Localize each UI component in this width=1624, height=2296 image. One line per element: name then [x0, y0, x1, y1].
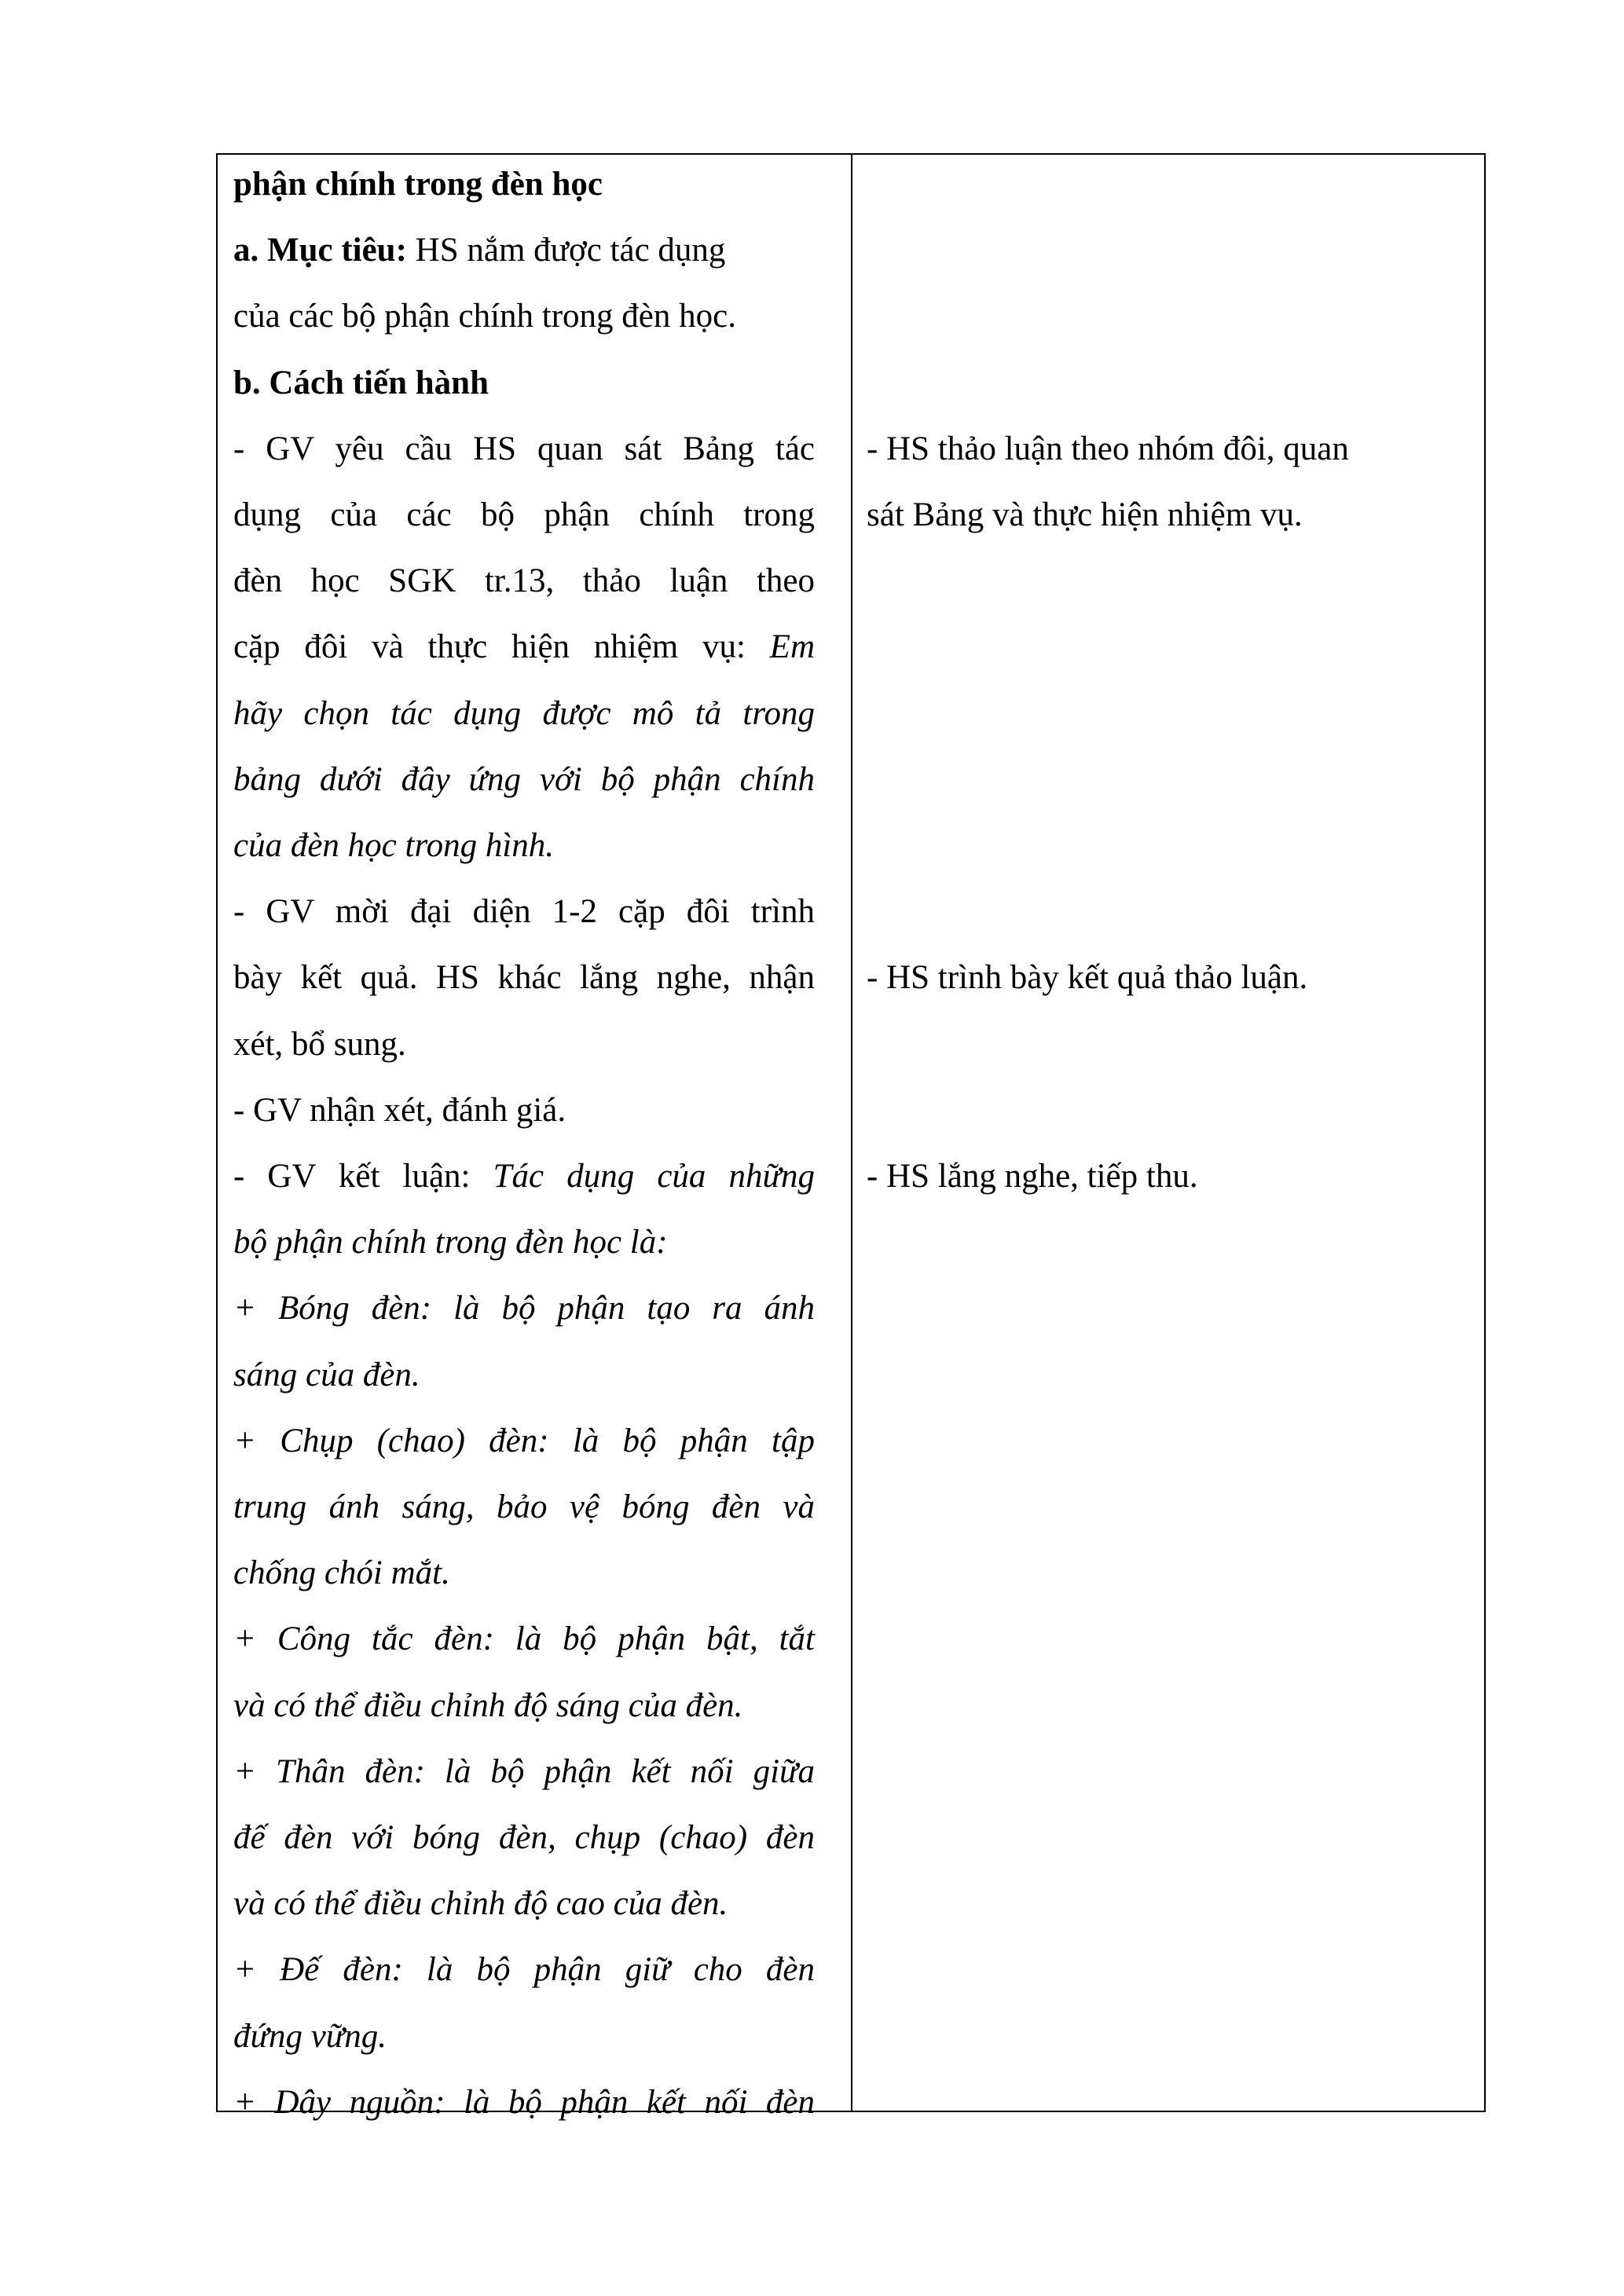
teacher-text-line: [233, 694, 815, 734]
teacher-text-line: [233, 1091, 815, 1130]
teacher-text-line: [233, 496, 815, 535]
lesson-table: [216, 153, 1486, 2121]
text-run: trung ánh sáng, bảo vệ bóng đèn và: [233, 1489, 815, 1525]
text-run: + Dây nguồn: là bộ phận kết nối đèn: [233, 2083, 815, 2121]
text-run: Tác dụng của những: [493, 1158, 815, 1195]
text-run: và có thể điều chỉnh độ sáng của đèn.: [233, 1686, 743, 1724]
teacher-text-line: [233, 1223, 815, 1262]
teacher-text-line: [233, 826, 815, 866]
teacher-text-line: [233, 1752, 815, 1792]
student-text-line: sát Bảng và thực hiện nhiệm vụ.: [867, 496, 1303, 533]
teacher-text-line: [233, 430, 815, 469]
teacher-text-line: [233, 165, 815, 204]
text-run: xét, bổ sung.: [233, 1025, 406, 1063]
text-run: a. Mục tiêu:: [233, 232, 407, 269]
text-run: đế đèn với bóng đèn, chụp (chao) đèn: [233, 1819, 815, 1856]
text-run: + Bóng đèn: là bộ phận tạo ra ánh: [233, 1290, 815, 1327]
text-run: chống chói mắt.: [233, 1554, 450, 1592]
text-run: - GV kết luận:: [233, 1158, 493, 1195]
teacher-text-line: [233, 1157, 815, 1196]
text-run: bày kết quả. HS khác lắng nghe, nhận: [233, 959, 815, 997]
text-run: của các bộ phận chính trong đèn học.: [233, 298, 736, 335]
text-run: đứng vững.: [233, 2017, 387, 2055]
text-run: sáng của đèn.: [233, 1356, 420, 1393]
teacher-text-line: [233, 1818, 815, 1858]
teacher-text-line: [233, 1422, 815, 1461]
teacher-text-line: [233, 562, 815, 601]
text-run: Em: [769, 628, 815, 666]
column-divider: [851, 155, 852, 2111]
student-text-line: - HS thảo luận theo nhóm đôi, quan: [867, 430, 1349, 467]
text-run: cặp đôi và thực hiện nhiệm vụ:: [233, 628, 770, 666]
text-run: bộ phận chính trong đèn học là:: [233, 1224, 668, 1262]
text-run: HS nắm được tác dụng: [406, 232, 726, 269]
teacher-text-line: [233, 1554, 815, 1593]
text-run: + Chụp (chao) đèn: là bộ phận tập: [233, 1422, 815, 1459]
student-text-line: - HS trình bày kết quả thảo luận.: [867, 959, 1308, 997]
text-run: của đèn học trong hình.: [233, 827, 555, 864]
text-run: + Đế đèn: là bộ phận giữ cho đèn: [233, 1951, 815, 1989]
text-run: hãy chọn tác dụng được mô tả trong: [233, 694, 815, 732]
teacher-text-line: [233, 892, 815, 932]
teacher-text-line: [233, 1025, 815, 1064]
text-run: + Công tắc đèn: là bộ phận bật, tắt: [233, 1620, 815, 1658]
teacher-text-line: [233, 958, 815, 998]
student-text-line: - HS lắng nghe, tiếp thu.: [867, 1158, 1198, 1195]
text-run: bảng dưới đây ứng với bộ phận chính: [233, 760, 815, 798]
teacher-text-line: [233, 1950, 815, 1990]
text-run: đèn học SGK tr.13, thảo luận theo: [233, 562, 815, 600]
text-run: + Thân đèn: là bộ phận kết nối giữa: [233, 1752, 815, 1790]
text-run: dụng của các bộ phận chính trong: [233, 496, 815, 533]
teacher-text-line: [233, 2017, 815, 2056]
teacher-text-line: [233, 1356, 815, 1395]
teacher-text-line: [233, 1884, 815, 1924]
teacher-text-line: [233, 1620, 815, 1659]
text-run: phận chính trong đèn học: [233, 166, 603, 203]
teacher-text-line: [233, 2083, 815, 2122]
teacher-text-line: [233, 1289, 815, 1328]
teacher-text-line: [233, 297, 815, 336]
teacher-text-line: [233, 1686, 815, 1726]
teacher-text-line: [233, 364, 815, 403]
text-run: - GV yêu cầu HS quan sát Bảng tác: [233, 430, 815, 467]
teacher-text-line: [233, 760, 815, 800]
text-run: b. Cách tiến hành: [233, 364, 489, 401]
text-run: - GV mời đại diện 1-2 cặp đôi trình: [233, 893, 815, 931]
text-run: và có thể điều chỉnh độ cao của đèn.: [233, 1885, 728, 1923]
teacher-text-line: [233, 1488, 815, 1527]
teacher-text-line: [233, 628, 815, 667]
text-run: - GV nhận xét, đánh giá.: [233, 1091, 566, 1129]
teacher-text-line: [233, 231, 815, 270]
